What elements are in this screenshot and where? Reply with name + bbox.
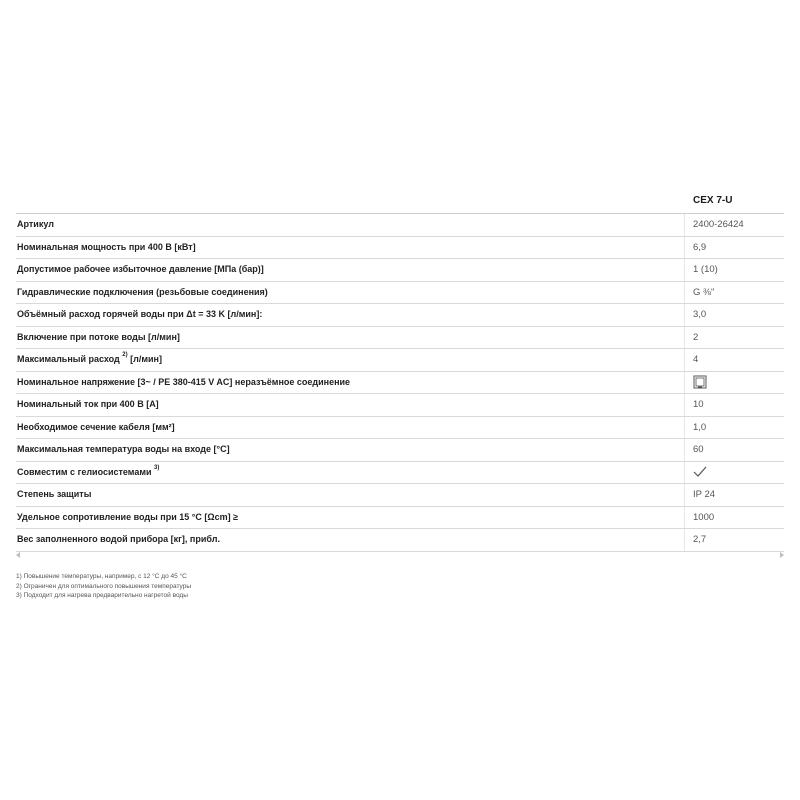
spec-value: 1,0 <box>693 421 707 433</box>
table-row <box>16 507 784 530</box>
spec-value: IP 24 <box>693 489 716 500</box>
table-row <box>16 462 784 485</box>
model-header <box>16 189 784 214</box>
table-row <box>16 259 784 282</box>
spec-label <box>17 309 262 319</box>
table-row <box>16 214 784 237</box>
table-row <box>16 529 784 552</box>
spec-label-text: Совместим с гелиосистемами <box>17 466 152 477</box>
spec-label-text: Удельное сопротивление воды при 15 °C [Ωcm] ≥ <box>17 511 239 522</box>
spec-label-text: Артикул <box>17 219 54 229</box>
model-name: CEX 7-U <box>693 195 733 206</box>
spec-label-text: Номинальная мощность при 400 В [кВт] <box>17 241 196 252</box>
spec-rows <box>16 214 784 552</box>
spec-label <box>17 444 230 454</box>
column-divider <box>684 529 685 551</box>
spec-label <box>17 377 350 387</box>
table-row <box>16 394 784 417</box>
spec-label <box>17 287 268 297</box>
table-row <box>16 327 784 350</box>
spec-label <box>17 422 175 432</box>
spec-label <box>17 332 180 342</box>
spec-label <box>17 399 159 409</box>
table-row <box>16 349 784 372</box>
footnote-2: 2) Ограничен для оптимального повышения температуры <box>16 582 191 590</box>
spec-table <box>16 189 784 552</box>
column-divider <box>684 507 685 529</box>
column-divider <box>684 417 685 439</box>
column-divider <box>684 214 685 236</box>
column-divider <box>684 327 685 349</box>
spec-label <box>17 489 91 499</box>
footnote-ref: 3) <box>154 464 160 471</box>
column-divider <box>684 259 685 281</box>
footnotes <box>16 572 191 601</box>
scroll-right-arrow-icon[interactable] <box>780 552 784 558</box>
table-row <box>16 484 784 507</box>
column-divider <box>684 372 685 394</box>
table-row <box>16 282 784 305</box>
spec-label <box>17 264 264 274</box>
footnote-ref: 2) <box>122 352 128 358</box>
spec-value: 2400-26424 <box>693 219 744 230</box>
spec-value: 4 <box>693 354 699 365</box>
spec-value: 6,9 <box>693 241 707 253</box>
scroll-left-arrow-icon[interactable] <box>16 552 20 558</box>
spec-label-text: Максимальный расход <box>17 354 120 364</box>
spec-value: 3,0 <box>693 309 707 320</box>
spec-label <box>17 354 162 364</box>
spec-label <box>17 534 220 544</box>
column-divider <box>684 484 685 506</box>
spec-value: 1 (10) <box>693 264 718 275</box>
table-row <box>16 304 784 327</box>
spec-label-text: Необходимое сечение кабеля [мм²] <box>17 421 175 432</box>
spec-value: 2,7 <box>693 534 707 545</box>
column-divider <box>684 439 685 461</box>
footnote-1: 1) Повышение температуры, например, с 12 °C до 45 °C <box>16 573 187 580</box>
spec-label-text: Гидравлические подключения (резьбовые соединения) <box>17 286 268 297</box>
spec-label <box>17 242 196 252</box>
spec-label <box>17 464 160 477</box>
spec-value: G ⅜" <box>693 286 715 298</box>
column-divider <box>684 349 685 371</box>
table-row <box>16 237 784 260</box>
column-divider <box>684 462 685 484</box>
spec-value: 60 <box>693 444 704 455</box>
table-row <box>16 372 784 395</box>
spec-label <box>17 512 238 522</box>
column-divider <box>684 282 685 304</box>
spec-label-text: Номинальный ток при 400 В [А] <box>17 399 159 409</box>
spec-label <box>17 219 54 229</box>
spec-label-text: Максимальная температура воды на входе [°C] <box>17 444 230 454</box>
horizontal-scrollbar[interactable] <box>16 552 784 562</box>
checkmark-icon <box>693 466 707 478</box>
spec-value: 2 <box>693 331 699 343</box>
fixed-connection-icon <box>693 375 707 389</box>
column-divider <box>684 394 685 416</box>
spec-label-text: Степень защиты <box>17 489 92 499</box>
table-row <box>16 439 784 462</box>
spec-label-text: Номинальное напряжение [3~ / PE 380-415 V AC] неразъёмное соединение <box>17 376 351 387</box>
spec-value: 10 <box>693 399 704 410</box>
spec-label-text: Объёмный расход горячей воды при Δt = 33 K [л/мин]: <box>17 309 263 319</box>
spec-value: 1000 <box>693 511 715 523</box>
spec-label-text: Допустимое рабочее избыточное давление [МПа (бар)] <box>17 264 264 274</box>
spec-label-text: Включение при потоке воды [л/мин] <box>17 331 180 342</box>
footnote-3: 3) Подходит для нагрева предварительно нагретой воды <box>16 592 188 599</box>
column-divider <box>684 237 685 259</box>
spec-label-text: Вес заполненного водой прибора [кг], прибл. <box>17 534 220 544</box>
column-divider <box>684 304 685 326</box>
spec-label-unit: [л/мин] <box>127 354 162 364</box>
table-row <box>16 417 784 440</box>
